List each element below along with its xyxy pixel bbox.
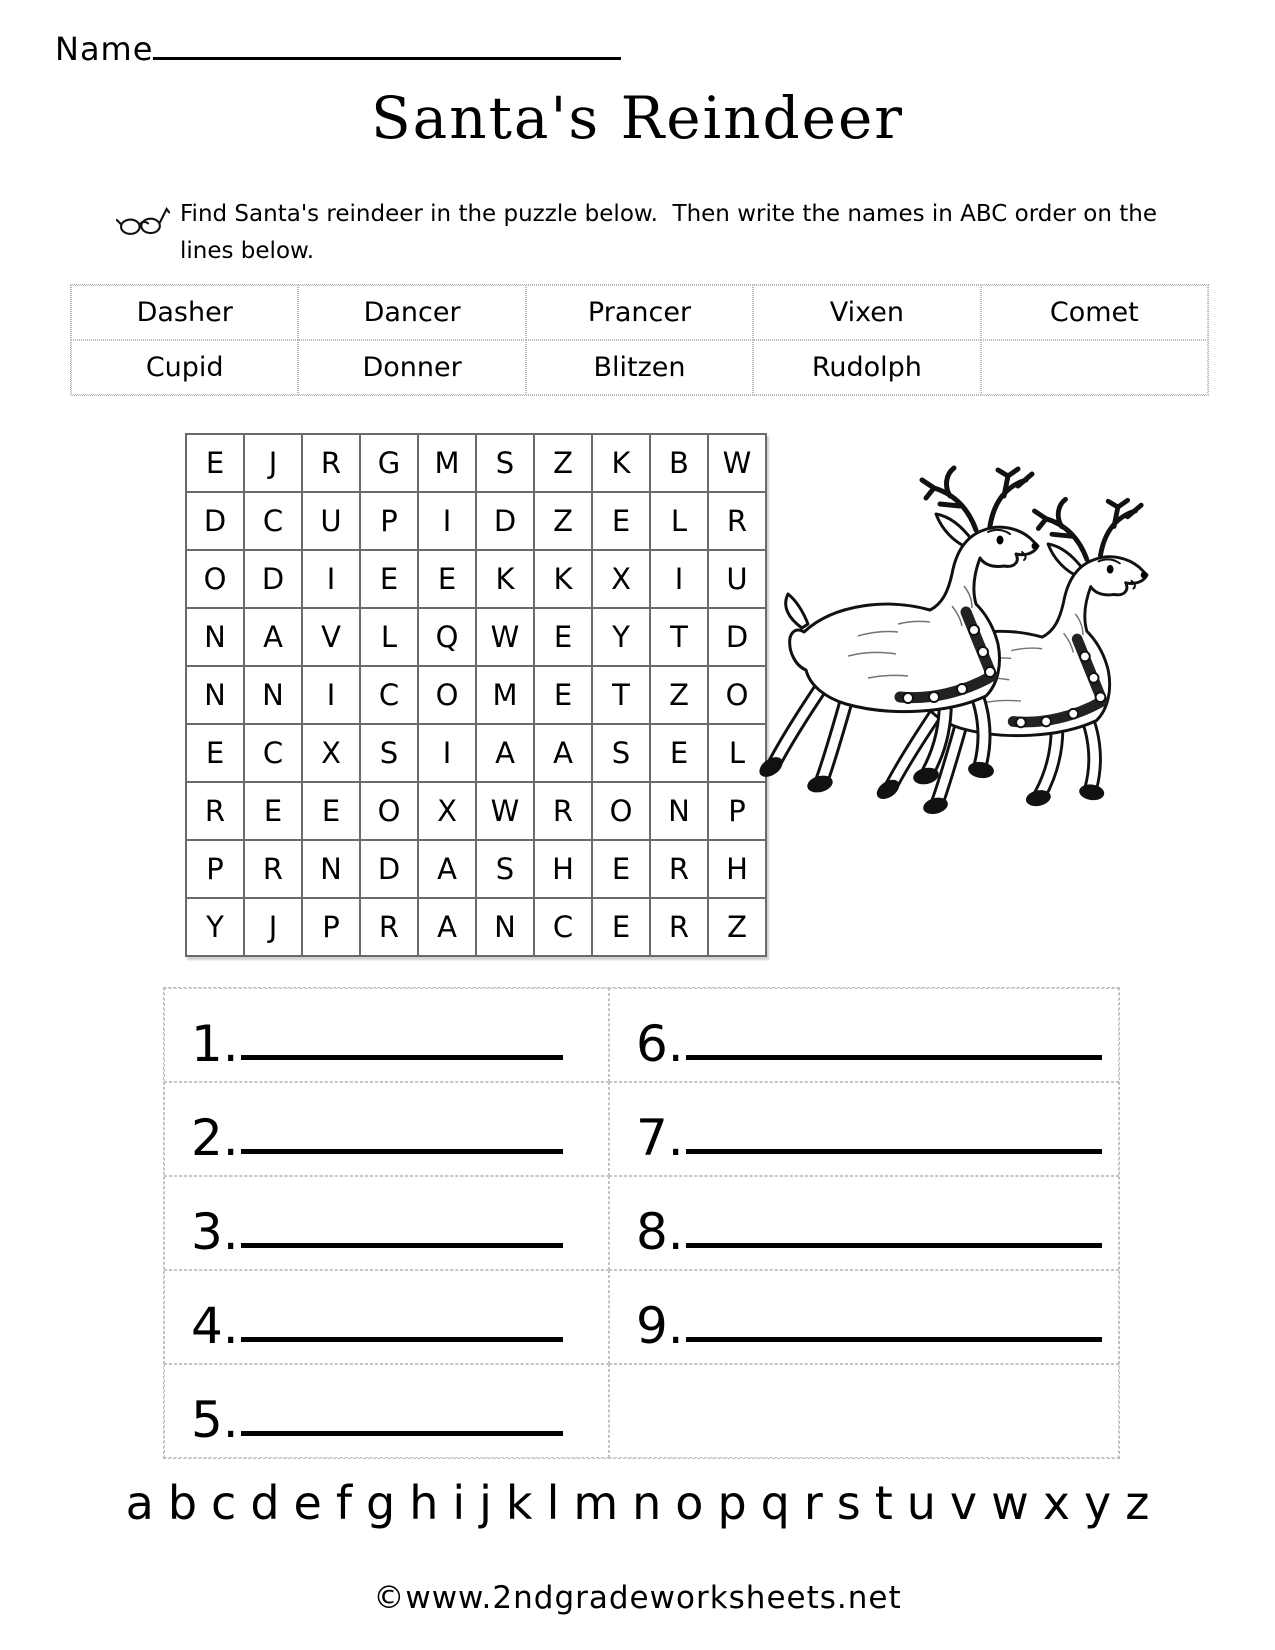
grid-cell: E bbox=[244, 782, 302, 840]
grid-cell: E bbox=[418, 550, 476, 608]
grid-cell: N bbox=[302, 840, 360, 898]
answer-blank-line bbox=[241, 1431, 563, 1436]
grid-cell: U bbox=[302, 492, 360, 550]
answer-blank-line bbox=[686, 1055, 1102, 1060]
grid-cell: C bbox=[360, 666, 418, 724]
answer-line-number: 7. bbox=[636, 1108, 684, 1167]
grid-cell: I bbox=[418, 724, 476, 782]
grid-cell: O bbox=[418, 666, 476, 724]
answer-blank-line bbox=[241, 1337, 563, 1342]
answer-lines bbox=[163, 987, 1120, 1459]
grid-cell: Z bbox=[534, 492, 592, 550]
answer-line-cell bbox=[164, 988, 609, 1082]
grid-cell: E bbox=[302, 782, 360, 840]
answer-line-empty-cell bbox=[609, 1364, 1119, 1458]
instructions-text bbox=[180, 196, 1157, 270]
answer-line-number: 6. bbox=[636, 1014, 684, 1073]
grid-cell: J bbox=[244, 898, 302, 956]
grid-cell: D bbox=[186, 492, 244, 550]
word-bank-word: Prancer bbox=[526, 285, 753, 340]
grid-cell: E bbox=[592, 840, 650, 898]
name-blank-line bbox=[153, 57, 621, 60]
grid-cell: I bbox=[302, 550, 360, 608]
answer-blank-line bbox=[686, 1337, 1102, 1342]
grid-cell: S bbox=[476, 840, 534, 898]
answer-line-number: 8. bbox=[636, 1202, 684, 1261]
grid-cell: A bbox=[418, 840, 476, 898]
grid-cell: R bbox=[534, 782, 592, 840]
glasses-icon bbox=[116, 202, 170, 242]
grid-cell: K bbox=[476, 550, 534, 608]
grid-cell: Z bbox=[708, 898, 766, 956]
grid-cell: L bbox=[650, 492, 708, 550]
grid-cell: R bbox=[186, 782, 244, 840]
grid-cell: A bbox=[476, 724, 534, 782]
answer-line-cell bbox=[164, 1176, 609, 1270]
grid-cell: E bbox=[650, 724, 708, 782]
grid-cell: A bbox=[418, 898, 476, 956]
grid-cell: C bbox=[244, 724, 302, 782]
grid-cell: W bbox=[476, 782, 534, 840]
grid-cell: P bbox=[302, 898, 360, 956]
grid-cell: S bbox=[592, 724, 650, 782]
word-bank-word: Vixen bbox=[753, 285, 980, 340]
word-bank-word: Comet bbox=[981, 285, 1208, 340]
word-bank-word: Donner bbox=[298, 340, 525, 395]
grid-cell: X bbox=[418, 782, 476, 840]
instructions-line2: lines below. bbox=[180, 238, 315, 264]
grid-cell: K bbox=[592, 434, 650, 492]
grid-cell: K bbox=[534, 550, 592, 608]
word-bank-word: Rudolph bbox=[753, 340, 980, 395]
grid-cell: O bbox=[360, 782, 418, 840]
grid-cell: N bbox=[650, 782, 708, 840]
grid-cell: H bbox=[534, 840, 592, 898]
reindeer-illustration bbox=[738, 446, 1178, 826]
page-title: Santa's Reindeer bbox=[370, 84, 905, 152]
answer-line-cell bbox=[164, 1082, 609, 1176]
name-label: Name bbox=[55, 30, 154, 68]
word-search-grid bbox=[185, 433, 767, 957]
grid-cell: R bbox=[650, 898, 708, 956]
answer-line-number: 3. bbox=[191, 1202, 239, 1261]
grid-cell: X bbox=[592, 550, 650, 608]
footer-credit: ©www.2ndgradeworksheets.net bbox=[373, 1580, 902, 1616]
instructions-line1: Find Santa's reindeer in the puzzle below. Then write the names in ABC order on the bbox=[180, 201, 1158, 227]
grid-cell: R bbox=[650, 840, 708, 898]
answer-blank-line bbox=[686, 1243, 1102, 1248]
grid-cell: N bbox=[244, 666, 302, 724]
word-bank-word bbox=[981, 340, 1208, 395]
grid-cell: T bbox=[650, 608, 708, 666]
grid-cell: B bbox=[650, 434, 708, 492]
alphabet-strip: abcdefghijklmnopqrstuvwxyz bbox=[125, 1476, 1164, 1530]
answer-blank-line bbox=[241, 1243, 563, 1248]
grid-cell: L bbox=[360, 608, 418, 666]
grid-cell: R bbox=[708, 492, 766, 550]
grid-cell: D bbox=[708, 608, 766, 666]
grid-cell: R bbox=[244, 840, 302, 898]
answer-line-number: 4. bbox=[191, 1296, 239, 1355]
grid-cell: A bbox=[244, 608, 302, 666]
answer-line-cell bbox=[609, 1270, 1119, 1364]
grid-cell: S bbox=[360, 724, 418, 782]
answer-blank-line bbox=[241, 1149, 563, 1154]
grid-cell: N bbox=[476, 898, 534, 956]
grid-cell: V bbox=[302, 608, 360, 666]
answer-line-cell bbox=[609, 988, 1119, 1082]
grid-cell: R bbox=[302, 434, 360, 492]
answer-line-cell bbox=[609, 1082, 1119, 1176]
instructions bbox=[116, 196, 1157, 270]
grid-cell: O bbox=[186, 550, 244, 608]
grid-cell: I bbox=[418, 492, 476, 550]
grid-cell: C bbox=[244, 492, 302, 550]
answer-line-cell bbox=[609, 1176, 1119, 1270]
grid-cell: E bbox=[186, 724, 244, 782]
grid-cell: E bbox=[534, 608, 592, 666]
grid-cell: X bbox=[302, 724, 360, 782]
answer-line-number: 9. bbox=[636, 1296, 684, 1355]
name-row bbox=[55, 30, 621, 68]
grid-cell: I bbox=[650, 550, 708, 608]
grid-cell: O bbox=[592, 782, 650, 840]
grid-cell: E bbox=[592, 898, 650, 956]
grid-cell: D bbox=[360, 840, 418, 898]
grid-cell: E bbox=[186, 434, 244, 492]
grid-cell: M bbox=[476, 666, 534, 724]
grid-cell: Z bbox=[534, 434, 592, 492]
answer-blank-line bbox=[686, 1149, 1102, 1154]
grid-cell: L bbox=[708, 724, 766, 782]
answer-blank-line bbox=[241, 1055, 563, 1060]
grid-cell: H bbox=[708, 840, 766, 898]
grid-cell: N bbox=[186, 666, 244, 724]
grid-cell: E bbox=[592, 492, 650, 550]
grid-cell: Y bbox=[186, 898, 244, 956]
word-bank-word: Dasher bbox=[71, 285, 298, 340]
answer-line-number: 1. bbox=[191, 1014, 239, 1073]
grid-cell: P bbox=[186, 840, 244, 898]
grid-cell: O bbox=[708, 666, 766, 724]
grid-cell: P bbox=[708, 782, 766, 840]
grid-cell: E bbox=[360, 550, 418, 608]
word-bank-word: Cupid bbox=[71, 340, 298, 395]
grid-cell: D bbox=[244, 550, 302, 608]
grid-cell: Y bbox=[592, 608, 650, 666]
grid-cell: G bbox=[360, 434, 418, 492]
grid-cell: S bbox=[476, 434, 534, 492]
answer-line-cell bbox=[164, 1364, 609, 1458]
grid-cell: Z bbox=[650, 666, 708, 724]
word-bank-word: Dancer bbox=[298, 285, 525, 340]
grid-cell: Q bbox=[418, 608, 476, 666]
grid-cell: A bbox=[534, 724, 592, 782]
grid-cell: J bbox=[244, 434, 302, 492]
answer-line-cell bbox=[164, 1270, 609, 1364]
grid-cell: D bbox=[476, 492, 534, 550]
grid-cell: U bbox=[708, 550, 766, 608]
answer-line-number: 5. bbox=[191, 1390, 239, 1449]
grid-cell: C bbox=[534, 898, 592, 956]
grid-cell: I bbox=[302, 666, 360, 724]
grid-cell: E bbox=[534, 666, 592, 724]
grid-cell: T bbox=[592, 666, 650, 724]
grid-cell: R bbox=[360, 898, 418, 956]
grid-cell: N bbox=[186, 608, 244, 666]
grid-cell: W bbox=[476, 608, 534, 666]
grid-cell: P bbox=[360, 492, 418, 550]
answer-line-number: 2. bbox=[191, 1108, 239, 1167]
grid-cell: W bbox=[708, 434, 766, 492]
word-bank-word: Blitzen bbox=[526, 340, 753, 395]
grid-cell: M bbox=[418, 434, 476, 492]
word-bank bbox=[70, 284, 1209, 396]
